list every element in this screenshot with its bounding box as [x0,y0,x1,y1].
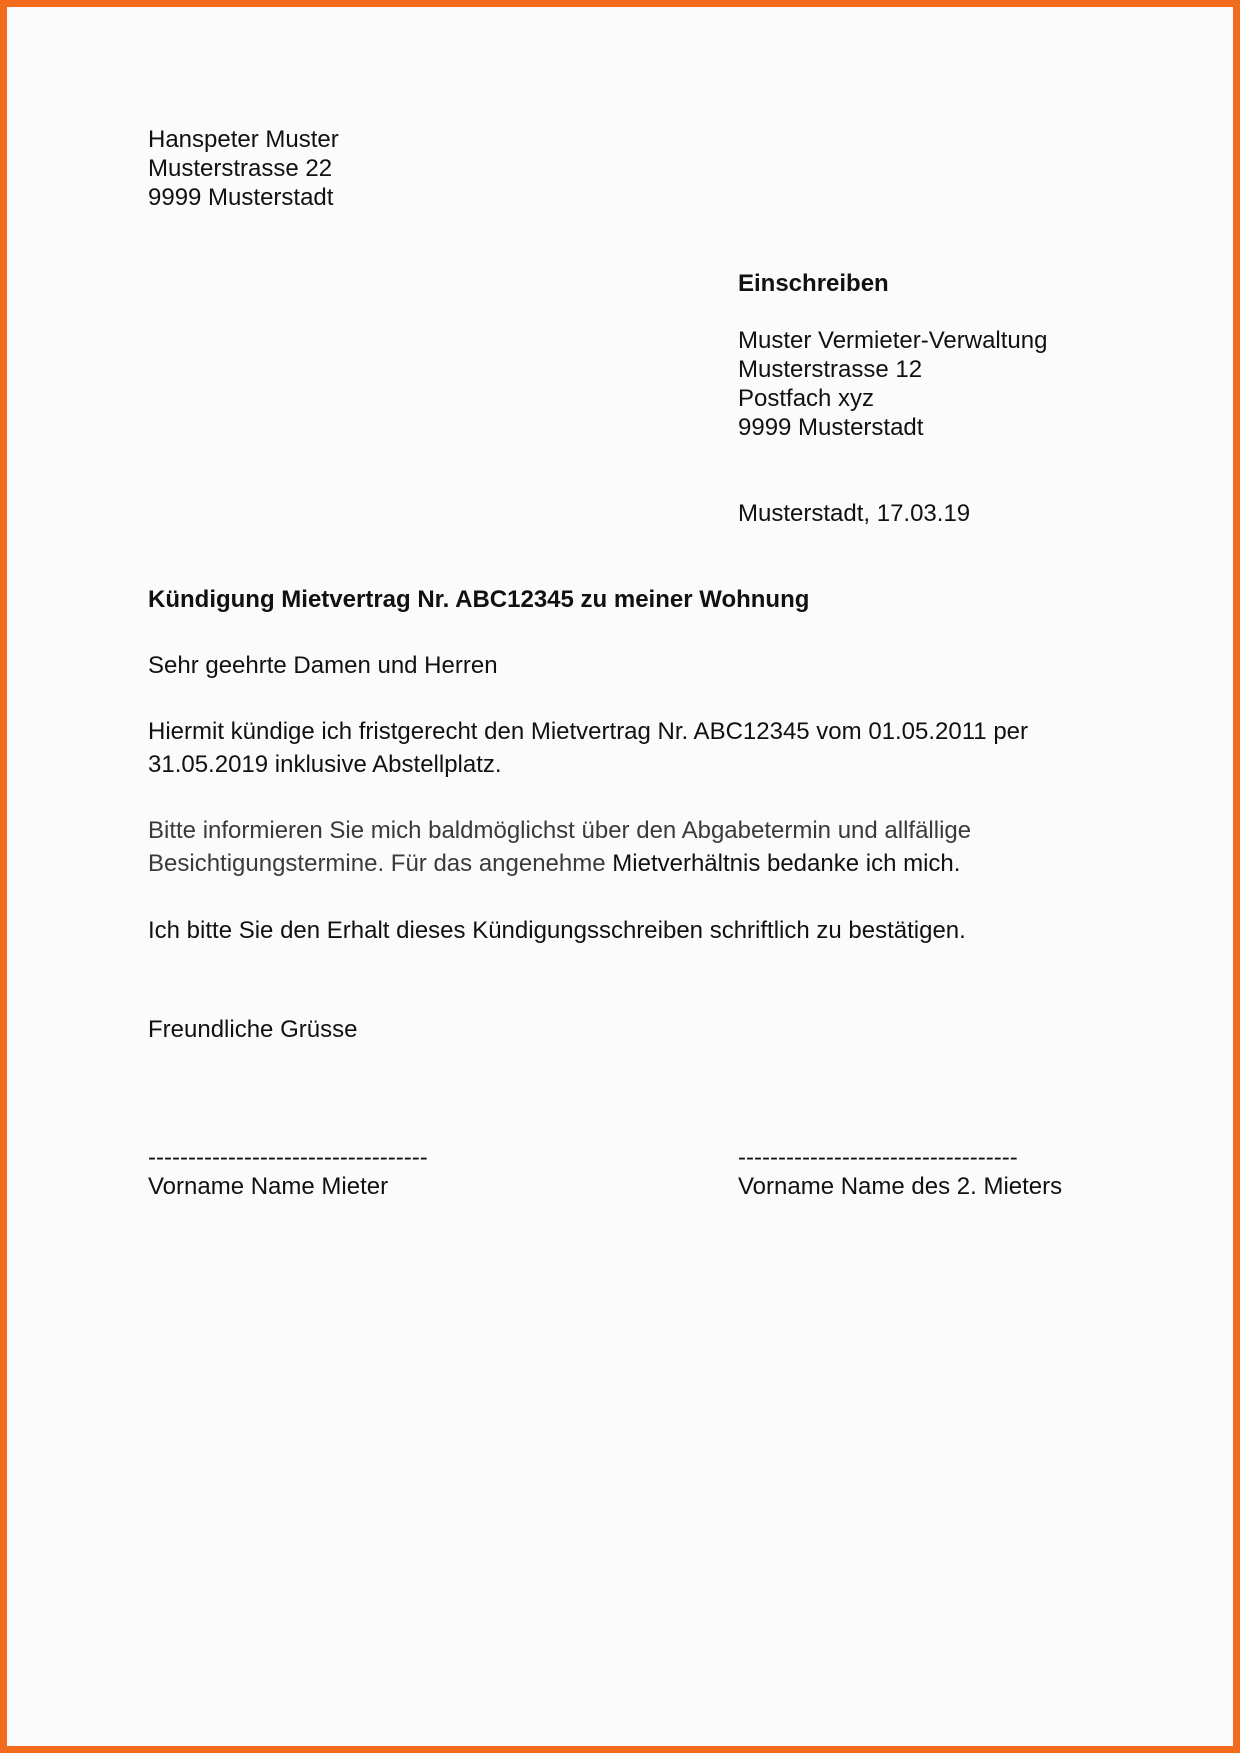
paragraph-2-line-2-part-b: Mietverhältnis bedanke ich mich. [612,850,961,877]
salutation-block [148,651,498,680]
recipient-city: 9999 Musterstadt [738,414,924,441]
paragraph-appointment [148,814,971,880]
signature-name-left: Vorname Name Mieter [148,1173,389,1200]
recipient-address [738,326,1047,442]
paragraph-3-line-1: Ich bitte Sie den Erhalt dieses Kündigungsschreiben schriftlich zu bestätigen. [148,917,966,944]
paragraph-2-line-1: Bitte informieren Sie mich baldmöglichst über den Abgabetermin und allfällige [148,817,972,844]
closing: Freundliche Grüsse [148,1016,358,1043]
place-date-block [738,499,970,528]
subject-block [148,585,809,614]
sender-city: 9999 Musterstadt [148,184,334,211]
recipient-pobox: Postfach xyz [738,385,875,412]
closing-block [148,1015,357,1044]
shipping-type-block [738,269,889,298]
recipient-street: Musterstrasse 12 [738,356,923,383]
salutation: Sehr geehrte Damen und Herren [148,652,498,679]
place-date: Musterstadt, 17.03.19 [738,500,971,527]
signature-left [148,1143,428,1201]
paragraph-confirmation [148,914,966,947]
paragraph-2-line-2-part-a: Besichtigungstermine. Für das angenehme [148,850,613,877]
shipping-type: Einschreiben [738,270,889,297]
sender-street: Musterstrasse 22 [148,155,333,182]
signature-name-right: Vorname Name des 2. Mieters [738,1173,1063,1200]
signature-line-right: ----------------------------------- [738,1144,1018,1171]
paragraph-1-line-2: 31.05.2019 inklusive Abstellplatz. [148,751,502,778]
paragraph-1-line-1: Hiermit kündige ich fristgerecht den Mietvertrag Nr. ABC12345 vom 01.05.2011 per [148,718,1029,745]
subject-line: Kündigung Mietvertrag Nr. ABC12345 zu meiner Wohnung [148,586,810,613]
paragraph-2-line-2 [148,847,971,880]
signature-right [738,1143,1062,1201]
paragraph-termination [148,715,1028,781]
sender-name: Hanspeter Muster [148,126,339,153]
sender-address [148,125,339,212]
signature-line-left: ----------------------------------- [148,1144,428,1171]
recipient-name: Muster Vermieter-Verwaltung [738,327,1048,354]
